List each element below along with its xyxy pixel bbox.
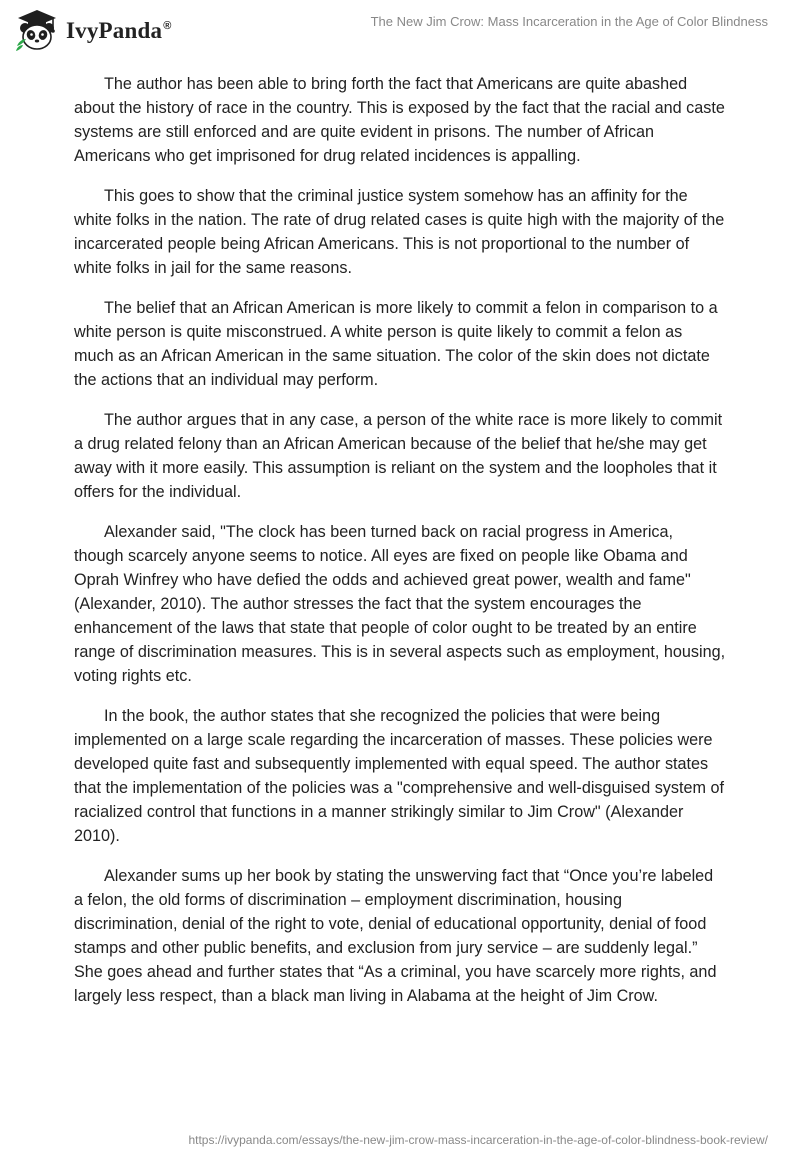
document-title: The New Jim Crow: Mass Incarceration in the Age of Color Blindness: [370, 14, 768, 29]
paragraph-2: This goes to show that the criminal justice system somehow has an affinity for the white folks in the nation. The rate of drug related cases is quite high with the majority of the incarcerated people being African Americans. This is not proportional to the number of white folks in jail for the same reasons.: [74, 187, 725, 277]
source-url-link[interactable]: https://ivypanda.com/essays/the-new-jim-crow-mass-incarceration-in-the-age-of-color-blindness-book-review/: [188, 1133, 768, 1147]
ivypanda-logo[interactable]: [14, 8, 172, 52]
panda-graduation-cap-icon: [14, 8, 60, 52]
page-header: [0, 0, 800, 60]
logo-wordmark: IvyPanda®: [66, 18, 172, 43]
essay-body: [74, 72, 726, 1024]
paragraph-6: In the book, the author states that she recognized the policies that were being implemented on a large scale regarding the incarceration of masses. These policies were developed quite fast and subsequently implemented with equal speed. The author states that the implementation of the policies was a "comprehensive and well-disguised system of racialized control that functions in a manner strikingly similar to Jim Crow" (Alexander 2010).: [74, 707, 724, 845]
paragraph-4: The author argues that in any case, a person of the white race is more likely to commit a drug related felony than an African American because of the belief that he/she may get away with it more easily. This assumption is reliant on the system and the loopholes that it offers for the individual.: [74, 411, 723, 501]
paragraph-5: Alexander said, "The clock has been turned back on racial progress in America, though scarcely anyone seems to notice. All eyes are fixed on people like Obama and Oprah Winfrey who have defied the odds and achieved great power, wealth and fame" (Alexander, 2010). The author stresses the fact that the system encourages the enhancement of the laws that state that people of color ought to be treated by an entire range of discrimination measures. This is in several aspects such as employment, housing, voting rights etc.: [74, 523, 726, 685]
paragraph-7: Alexander sums up her book by stating the unswerving fact that “Once you’re labeled a felon, the old forms of discrimination – employment discrimination, housing discrimination, denial of the right to vote, denial of educational opportunity, denial of food stamps and other public benefits, and exclusion from jury service – are suddenly legal.” She goes ahead and further states that “As a criminal, you have scarcely more rights, and largely less respect, than a black man living in Alabama at the height of Jim Crow.: [74, 867, 717, 1005]
paragraph-3: The belief that an African American is more likely to commit a felon in comparison to a white person is quite misconstrued. A white person is quite likely to commit a felon as much as an African American in the same situation. The color of the skin does not dictate the actions that an individual may perform.: [74, 299, 718, 389]
paragraph-1: The author has been able to bring forth the fact that Americans are quite abashed about the history of race in the country. This is exposed by the fact that the racial and caste systems are still enforced and are quite evident in prisons. The number of African Americans who get imprisoned for drug related incidences is appalling.: [74, 75, 725, 165]
